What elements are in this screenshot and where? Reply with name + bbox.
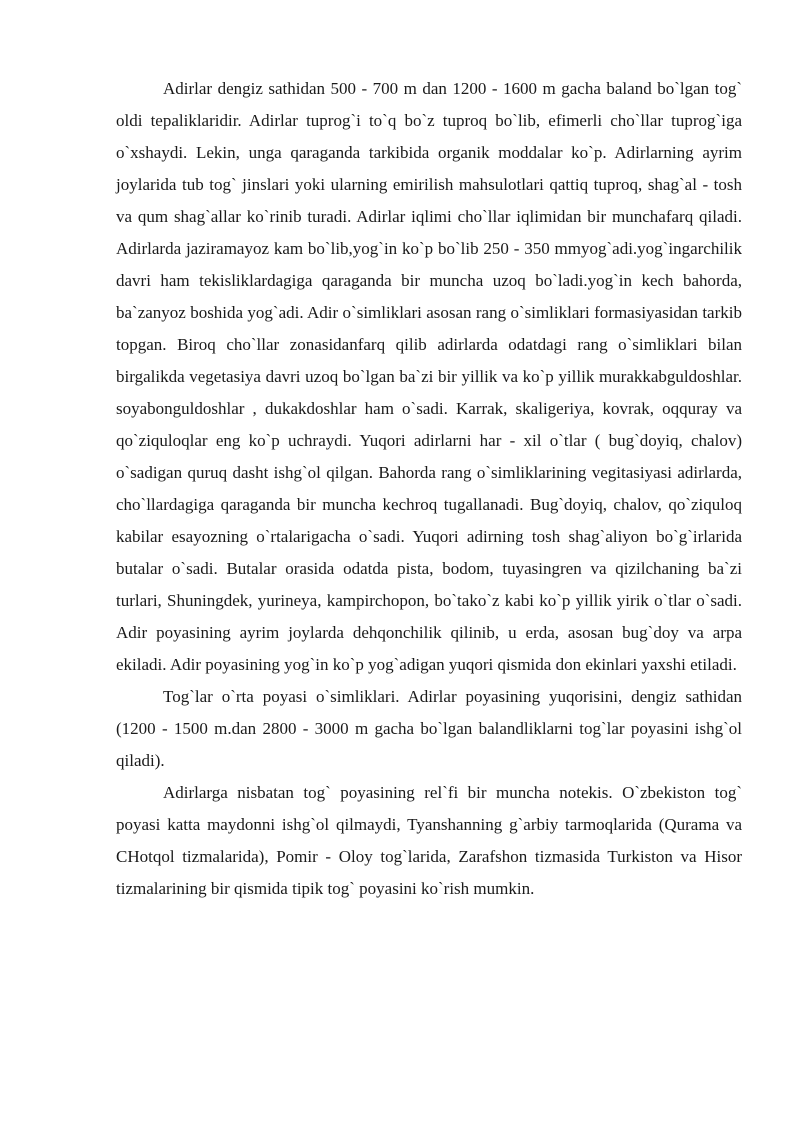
document-body bbox=[116, 73, 742, 905]
paragraph-adirlarga-nisbatan: Adirlarga nisbatan tog` poyasining rel`fi bir muncha notekis. O`zbekiston tog` poyasi katta maydonni ishg`ol qilmaydi, Tyanshanning g`arbiy tarmoqlarida (Qurama va CHotqol tizmalarida), Pomir - Oloy tog`larida, Zarafshon tizmasida Turkiston va Hisor tizmalarining bir qismida tipik tog` poyasini ko`rish mumkin. bbox=[116, 783, 742, 898]
paragraph-toglar-orta-poyasi: Tog`lar o`rta poyasi o`simliklari. Adirlar poyasining yuqorisini, dengiz sathidan (1200 - 1500 m.dan 2800 - 3000 m gacha bo`lgan balandliklarni tog`lar poyasini ishg`ol qiladi). bbox=[116, 687, 742, 770]
paragraph-adirlar: Adirlar dengiz sathidan 500 - 700 m dan 1200 - 1600 m gacha baland bo`lgan tog` oldi tepaliklaridir. Adirlar tuprog`i to`q bo`z tuproq bo`lib, efimerli cho`llar tuprog`iga o`xshaydi. Lekin, unga qaraganda tarkibida organik moddalar ko`p. Adirlarning ayrim joylarida tub tog` jinslari yoki ularning emirilish mahsulotlari qattiq tuproq, shag`al - tosh va qum shag`allar ko`rinib turadi. Adirlar iqlimi cho`llar iqlimidan bir munchafarq qiladi. Adirlarda jaziramayoz kam bo`lib,yog`in ko`p bo`lib 250 - 350 mmyog`adi.yog`ingarchilik davri ham tekisliklardagiga qaraganda bir muncha uzoq bo`ladi.yog`in kech bahorda, ba`zanyoz boshida yog`adi. Adir o`simliklari asosan rang o`simliklari formasiyasidan tarkib topgan. Biroq cho`llar zonasidanfarq qilib adirlarda odatdagi rang o`simliklari bilan birgalikda vegetasiya davri uzoq bo`lgan ba`zi bir yillik va ko`p yillik murakkabguldoshlar. soyabonguldoshlar , dukakdoshlar ham o`sadi. Karrak, skaligeriya, kovrak, oqquray va qo`ziquloqlar eng ko`p uchraydi. Yuqori adirlarni har - xil o`tlar ( bug`doyiq, chalov) o`sadigan quruq dasht ishg`ol qilgan. Bahorda rang o`simliklarining vegitasiyasi adirlarda, cho`llardagiga qaraganda bir muncha kechroq tugallanadi. Bug`doyiq, chalov, qo`ziquloq kabilar esayozning o`rtalarigacha o`sadi. Yuqori adirning tosh shag`aliyon bo`g`irlarida butalar o`sadi. Butalar orasida odatda pista, bodom, tuyasingren va qizilchaning ba`zi turlari, Shuningdek, yurineya, kampirchopon, bo`tako`z kabi ko`p yillik yirik o`tlar o`sadi. Adir poyasining ayrim joylarda dehqonchilik qilinib, u erda, asosan bug`doy va arpa ekiladi. Adir poyasining yog`in ko`p yog`adigan yuqori qismida don ekinlari yaxshi etiladi. bbox=[116, 79, 742, 674]
